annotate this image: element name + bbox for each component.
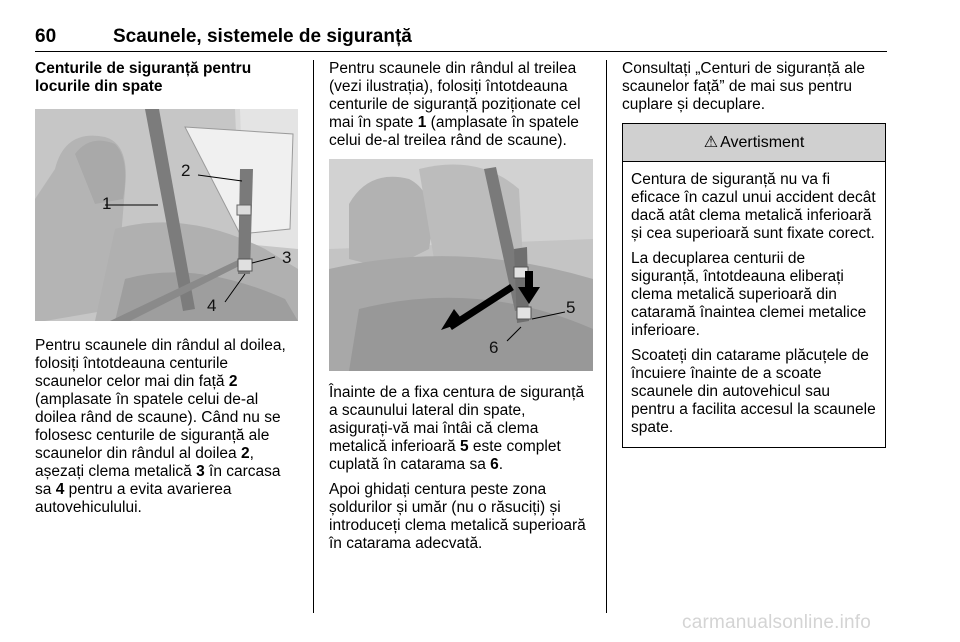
belt-guide-paragraph: Apoi ghidați centura peste zona șoldurilor și umăr (nu o răsuciți) și introduceți clema metalică superioară în catarama adecvată. — [329, 481, 586, 552]
warning-triangle-icon: ⚠ — [703, 133, 719, 151]
warning-body — [623, 162, 885, 447]
column-divider-2 — [606, 60, 607, 613]
section-heading: Centurile de siguranță pentru locurile din spate — [35, 60, 252, 95]
column-2 — [329, 60, 593, 560]
callout-3: 3 — [282, 248, 292, 267]
callout-5: 5 — [566, 298, 576, 317]
seatbelt-illustration-2 — [329, 159, 593, 371]
callout-1: 1 — [102, 194, 112, 213]
chapter-title: Scaunele, sistemele de siguranță — [113, 26, 412, 47]
rear-seatbelt-figure-1 — [35, 109, 298, 321]
warning-title: Avertisment — [720, 133, 805, 151]
page-number: 60 — [35, 26, 57, 47]
warning-paragraph-2: La decuplarea centurii de siguranță, întotdeauna eliberați clema metalică superioară din cataramă înaintea clemei metalice inferioare. — [631, 250, 867, 339]
callout-4: 4 — [207, 296, 217, 315]
callout-2: 2 — [181, 161, 191, 180]
column-3 — [622, 60, 886, 448]
column-1 — [35, 60, 298, 524]
column-divider-1 — [313, 60, 314, 613]
watermark: carmanualsonline.info — [682, 612, 872, 633]
seatbelt-illustration-1 — [35, 109, 298, 321]
warning-box — [622, 123, 886, 448]
rear-seatbelt-figure-2 — [329, 159, 593, 371]
warning-paragraph-3: Scoateți din catarame plăcuțele de încuiere înainte de a scoate scaunele din autovehicul sau pentru a facilita accesul la scaunele spate. — [631, 347, 876, 436]
warning-header — [623, 124, 885, 162]
page-header — [35, 22, 887, 52]
buckle-check-paragraph: Înainte de a fixa centura de siguranță a scaunului lateral din spate, asigurați-vă mai întâi că clema metalică inferioară 5 este complet cuplată în catarama sa 6. — [329, 384, 585, 473]
third-row-paragraph: Pentru scaunele din rândul al treilea (vezi ilustrația), folosiți întotdeauna centurile de siguranță poziționate cel mai în spate 1 (amplasate în spatele celui de-al treilea rând de scaune). — [329, 60, 581, 149]
rear-seatbelt-paragraph: Pentru scaunele din rândul al doilea, folosiți întotdeauna centurile scaunelor celor mai din față 2 (amplasate în spatele celui de-al doilea rând de scaune). Când nu se folosesc centurile de siguranță ale scaunelor din rândul al doilea 2, așezați clema metalică 3 în carcasa sa 4 pentru a evita avarierea autovehiculului. — [35, 337, 286, 516]
callout-6: 6 — [489, 338, 499, 357]
reference-paragraph: Consultați „Centuri de siguranță ale scaunelor față” de mai sus pentru cuplare și decuplare. — [622, 60, 865, 113]
warning-paragraph-1: Centura de siguranță nu va fi eficace în cazul unui accident decât dacă atât clema metalică inferioară și cea superioară sunt fixate corect. — [631, 171, 876, 242]
